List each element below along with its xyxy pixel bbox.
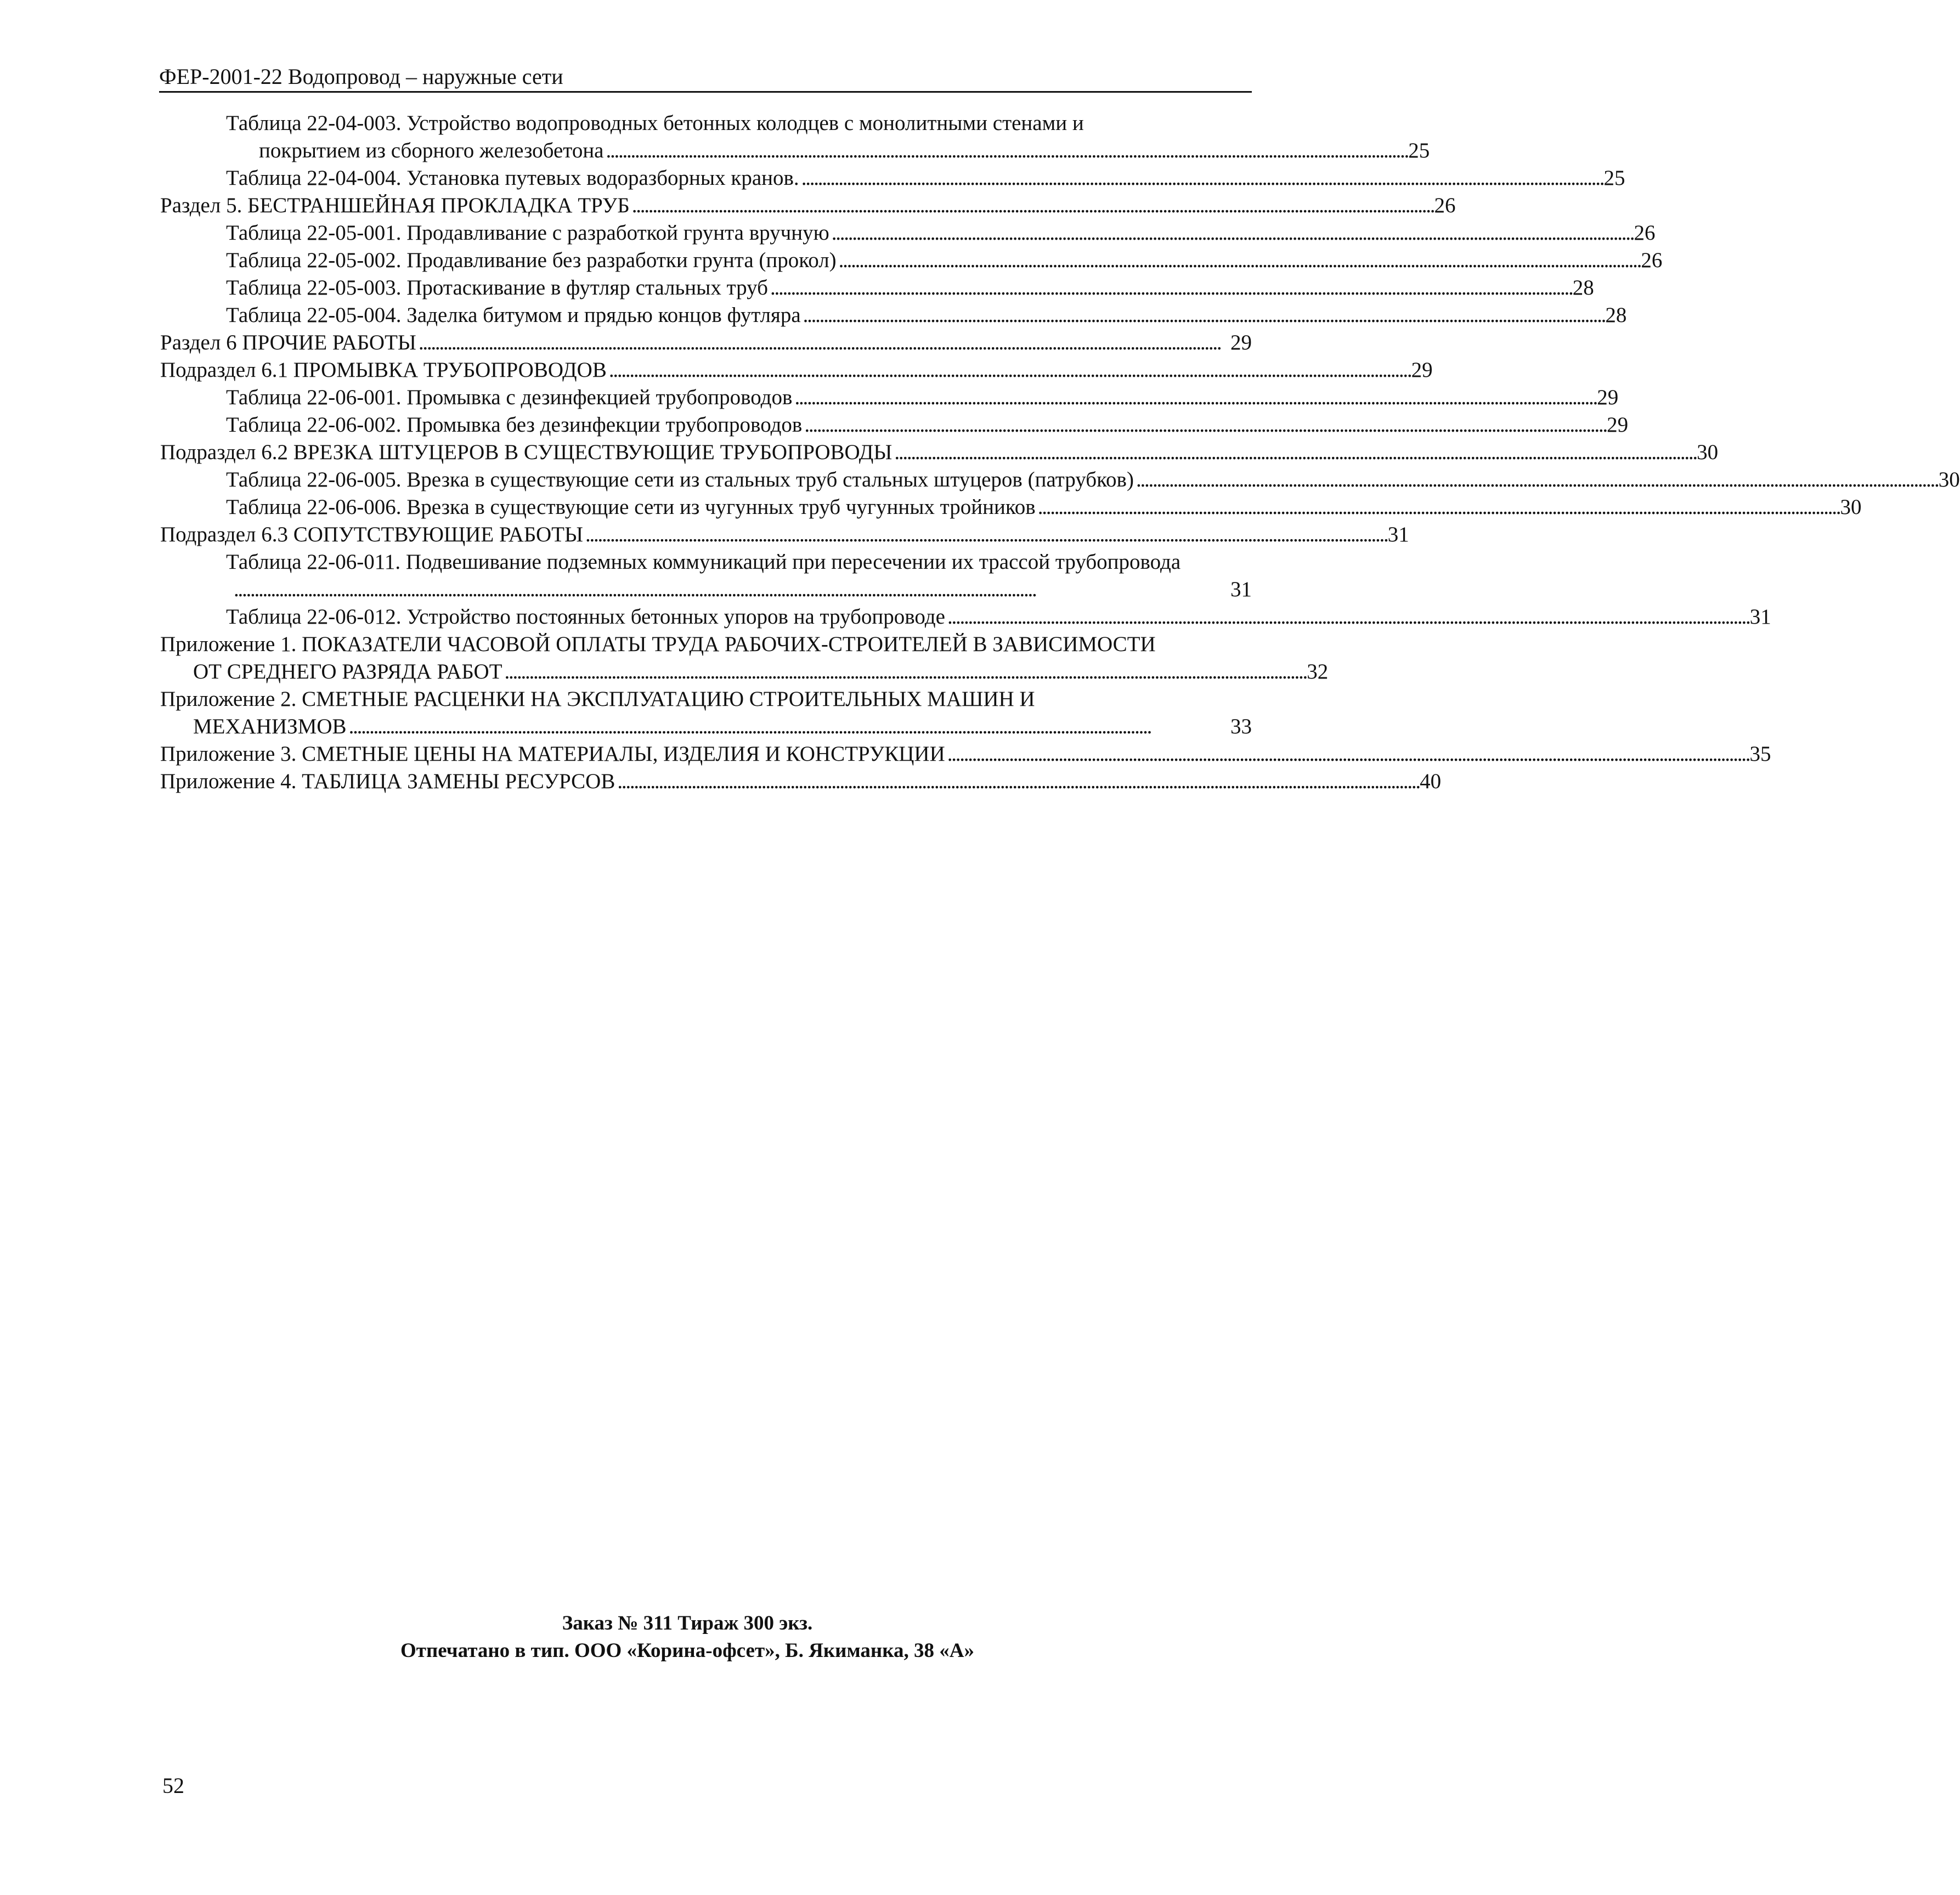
toc-leader-dots	[894, 439, 1694, 466]
imprint-printer-line: Отпечатано в тип. ООО «Корина-офсет», Б. Якиманка, 38 «А»	[400, 1639, 974, 1662]
toc-entry	[160, 165, 1625, 192]
toc-entry-text: Таблица 22-05-001. Продавливание с разработкой грунта вручную	[226, 221, 829, 245]
toc-entry	[160, 521, 1409, 548]
toc-page-number: 25	[1603, 166, 1625, 190]
toc-leader-dots	[794, 384, 1595, 411]
toc-entry	[160, 548, 1252, 603]
toc-page-number: 30	[1697, 440, 1719, 464]
toc-entry	[160, 768, 1442, 795]
toc-page-number: 29	[1607, 413, 1629, 437]
page-number: 52	[162, 1773, 184, 1798]
table-of-contents	[160, 110, 1960, 795]
running-header	[159, 65, 1252, 93]
toc-entry-text: Таблица 22-05-004. Заделка битумом и прядью концов футляра	[226, 303, 801, 327]
toc-page-number: 26	[1641, 248, 1663, 272]
toc-leader-dots	[832, 219, 1632, 247]
print-imprint	[0, 1610, 1375, 1665]
toc-entry-text: Таблица 22-06-002. Промывка без дезинфекции трубопроводов	[226, 413, 803, 437]
toc-entry-text: Приложение 3. СМЕТНЫЕ ЦЕНЫ НА МАТЕРИАЛЫ, ИЗДЕЛИЯ И КОНСТРУКЦИИ	[160, 742, 945, 766]
toc-entry	[160, 357, 1433, 384]
toc-leader-dots	[770, 274, 1571, 302]
toc-leader-dots	[803, 302, 1603, 329]
toc-leader-dots	[804, 411, 1605, 439]
toc-entry-text: Таблица 22-04-003. Устройство водопроводных бетонных колодцев с монолитными стенами и	[226, 111, 1084, 135]
toc-page-number: 28	[1572, 276, 1594, 299]
toc-entry-text: Таблица 22-06-005. Врезка в существующие сети из стальных труб стальных штуцеров (патрубков)	[226, 468, 1134, 491]
toc-page-number: 25	[1408, 139, 1430, 162]
toc-leader-dots	[1136, 466, 1936, 494]
toc-entry-text-cont: ОТ СРЕДНЕГО РАЗРЯДА РАБОТ	[193, 660, 502, 683]
toc-entry-text: Приложение 1. ПОКАЗАТЕЛИ ЧАСОВОЙ ОПЛАТЫ ТРУДА РАБОЧИХ-СТРОИТЕЛЕЙ В ЗАВИСИМОСТИ	[160, 632, 1156, 656]
toc-entry	[160, 247, 1663, 274]
toc-entry-text: Таблица 22-06-012. Устройство постоянных бетонных упоров на трубопроводе	[226, 605, 945, 629]
toc-page-number: 29	[1230, 331, 1252, 354]
toc-entry-text: Подраздел 6.2 ВРЕЗКА ШТУЦЕРОВ В СУЩЕСТВУЮЩИЕ ТРУБОПРОВОДЫ	[160, 440, 893, 464]
toc-entry-text: Таблица 22-06-011. Подвешивание подземных коммуникаций при пересечении их трассой трубопровода	[226, 550, 1181, 574]
toc-entry-text: Таблица 22-06-006. Врезка в существующие сети из чугунных труб чугунных тройников	[226, 495, 1036, 519]
toc-entry	[160, 494, 1862, 521]
toc-entry-text: Таблица 22-04-004. Установка путевых водоразборных кранов.	[226, 166, 799, 190]
toc-page-number: 30	[1938, 468, 1960, 491]
toc-page-number: 40	[1420, 770, 1442, 793]
toc-leader-dots	[1038, 494, 1838, 521]
toc-entry	[160, 686, 1252, 740]
toc-leader-dots	[419, 329, 1228, 357]
toc-page-number: 31	[1749, 605, 1771, 629]
toc-entry-text: Таблица 22-06-001. Промывка с дезинфекцией трубопроводов	[226, 386, 793, 409]
toc-entry	[160, 411, 1629, 439]
toc-page-number: 26	[1634, 221, 1656, 245]
toc-leader-dots	[234, 576, 1228, 603]
toc-page-number: 31	[1230, 578, 1252, 601]
toc-leader-dots	[839, 247, 1639, 274]
toc-entry	[160, 329, 1252, 357]
toc-page-number: 29	[1411, 358, 1433, 382]
toc-leader-dots	[632, 192, 1432, 219]
toc-page-number: 28	[1605, 303, 1627, 327]
toc-entry	[160, 466, 1960, 494]
toc-entry	[160, 439, 1719, 466]
toc-leader-dots	[349, 713, 1228, 740]
toc-entry	[160, 603, 1771, 631]
toc-entry-text: Раздел 5. БЕСТРАНШЕЙНАЯ ПРОКЛАДКА ТРУБ	[160, 194, 630, 217]
toc-entry-text: Таблица 22-05-003. Протаскивание в футляр стальных труб	[226, 276, 768, 299]
toc-entry	[160, 192, 1456, 219]
toc-page-number: 30	[1840, 495, 1862, 519]
toc-page-number: 26	[1434, 194, 1456, 217]
toc-entry-text-cont: МЕХАНИЗМОВ	[193, 715, 347, 738]
toc-page-number: 32	[1307, 660, 1329, 683]
toc-entry-text: Подраздел 6.1 ПРОМЫВКА ТРУБОПРОВОДОВ	[160, 358, 607, 382]
toc-entry	[160, 110, 1430, 165]
toc-entry-text-cont: покрытием из сборного железобетона	[259, 139, 604, 162]
toc-leader-dots	[609, 357, 1409, 384]
toc-entry-text: Подраздел 6.3 СОПУТСТВУЮЩИЕ РАБОТЫ	[160, 523, 583, 546]
toc-leader-dots	[585, 521, 1386, 548]
toc-leader-dots	[947, 603, 1748, 631]
header-title: ФЕР-2001-22 Водопровод – наружные сети	[159, 64, 563, 89]
toc-page-number: 29	[1597, 386, 1619, 409]
toc-entry-text: Приложение 2. СМЕТНЫЕ РАСЦЕНКИ НА ЭКСПЛУАТАЦИЮ СТРОИТЕЛЬНЫХ МАШИН И	[160, 687, 1035, 711]
imprint-order-line: Заказ № 311 Тираж 300 экз.	[562, 1612, 813, 1634]
toc-page-number: 33	[1230, 715, 1252, 738]
toc-leader-dots	[801, 165, 1602, 192]
toc-leader-dots	[505, 658, 1305, 686]
toc-leader-dots	[617, 768, 1417, 795]
toc-entry-text: Раздел 6 ПРОЧИЕ РАБОТЫ	[160, 331, 416, 354]
toc-entry	[160, 631, 1329, 686]
toc-page-number: 35	[1749, 742, 1771, 766]
toc-leader-dots	[947, 740, 1748, 768]
toc-leader-dots	[606, 137, 1407, 165]
toc-entry-text: Приложение 4. ТАБЛИЦА ЗАМЕНЫ РЕСУРСОВ	[160, 770, 615, 793]
toc-entry	[160, 302, 1627, 329]
toc-entry	[160, 274, 1594, 302]
toc-entry	[160, 384, 1619, 411]
toc-entry	[160, 219, 1656, 247]
toc-page-number: 31	[1387, 523, 1409, 546]
toc-entry	[160, 740, 1771, 768]
toc-entry-text: Таблица 22-05-002. Продавливание без разработки грунта (прокол)	[226, 248, 837, 272]
